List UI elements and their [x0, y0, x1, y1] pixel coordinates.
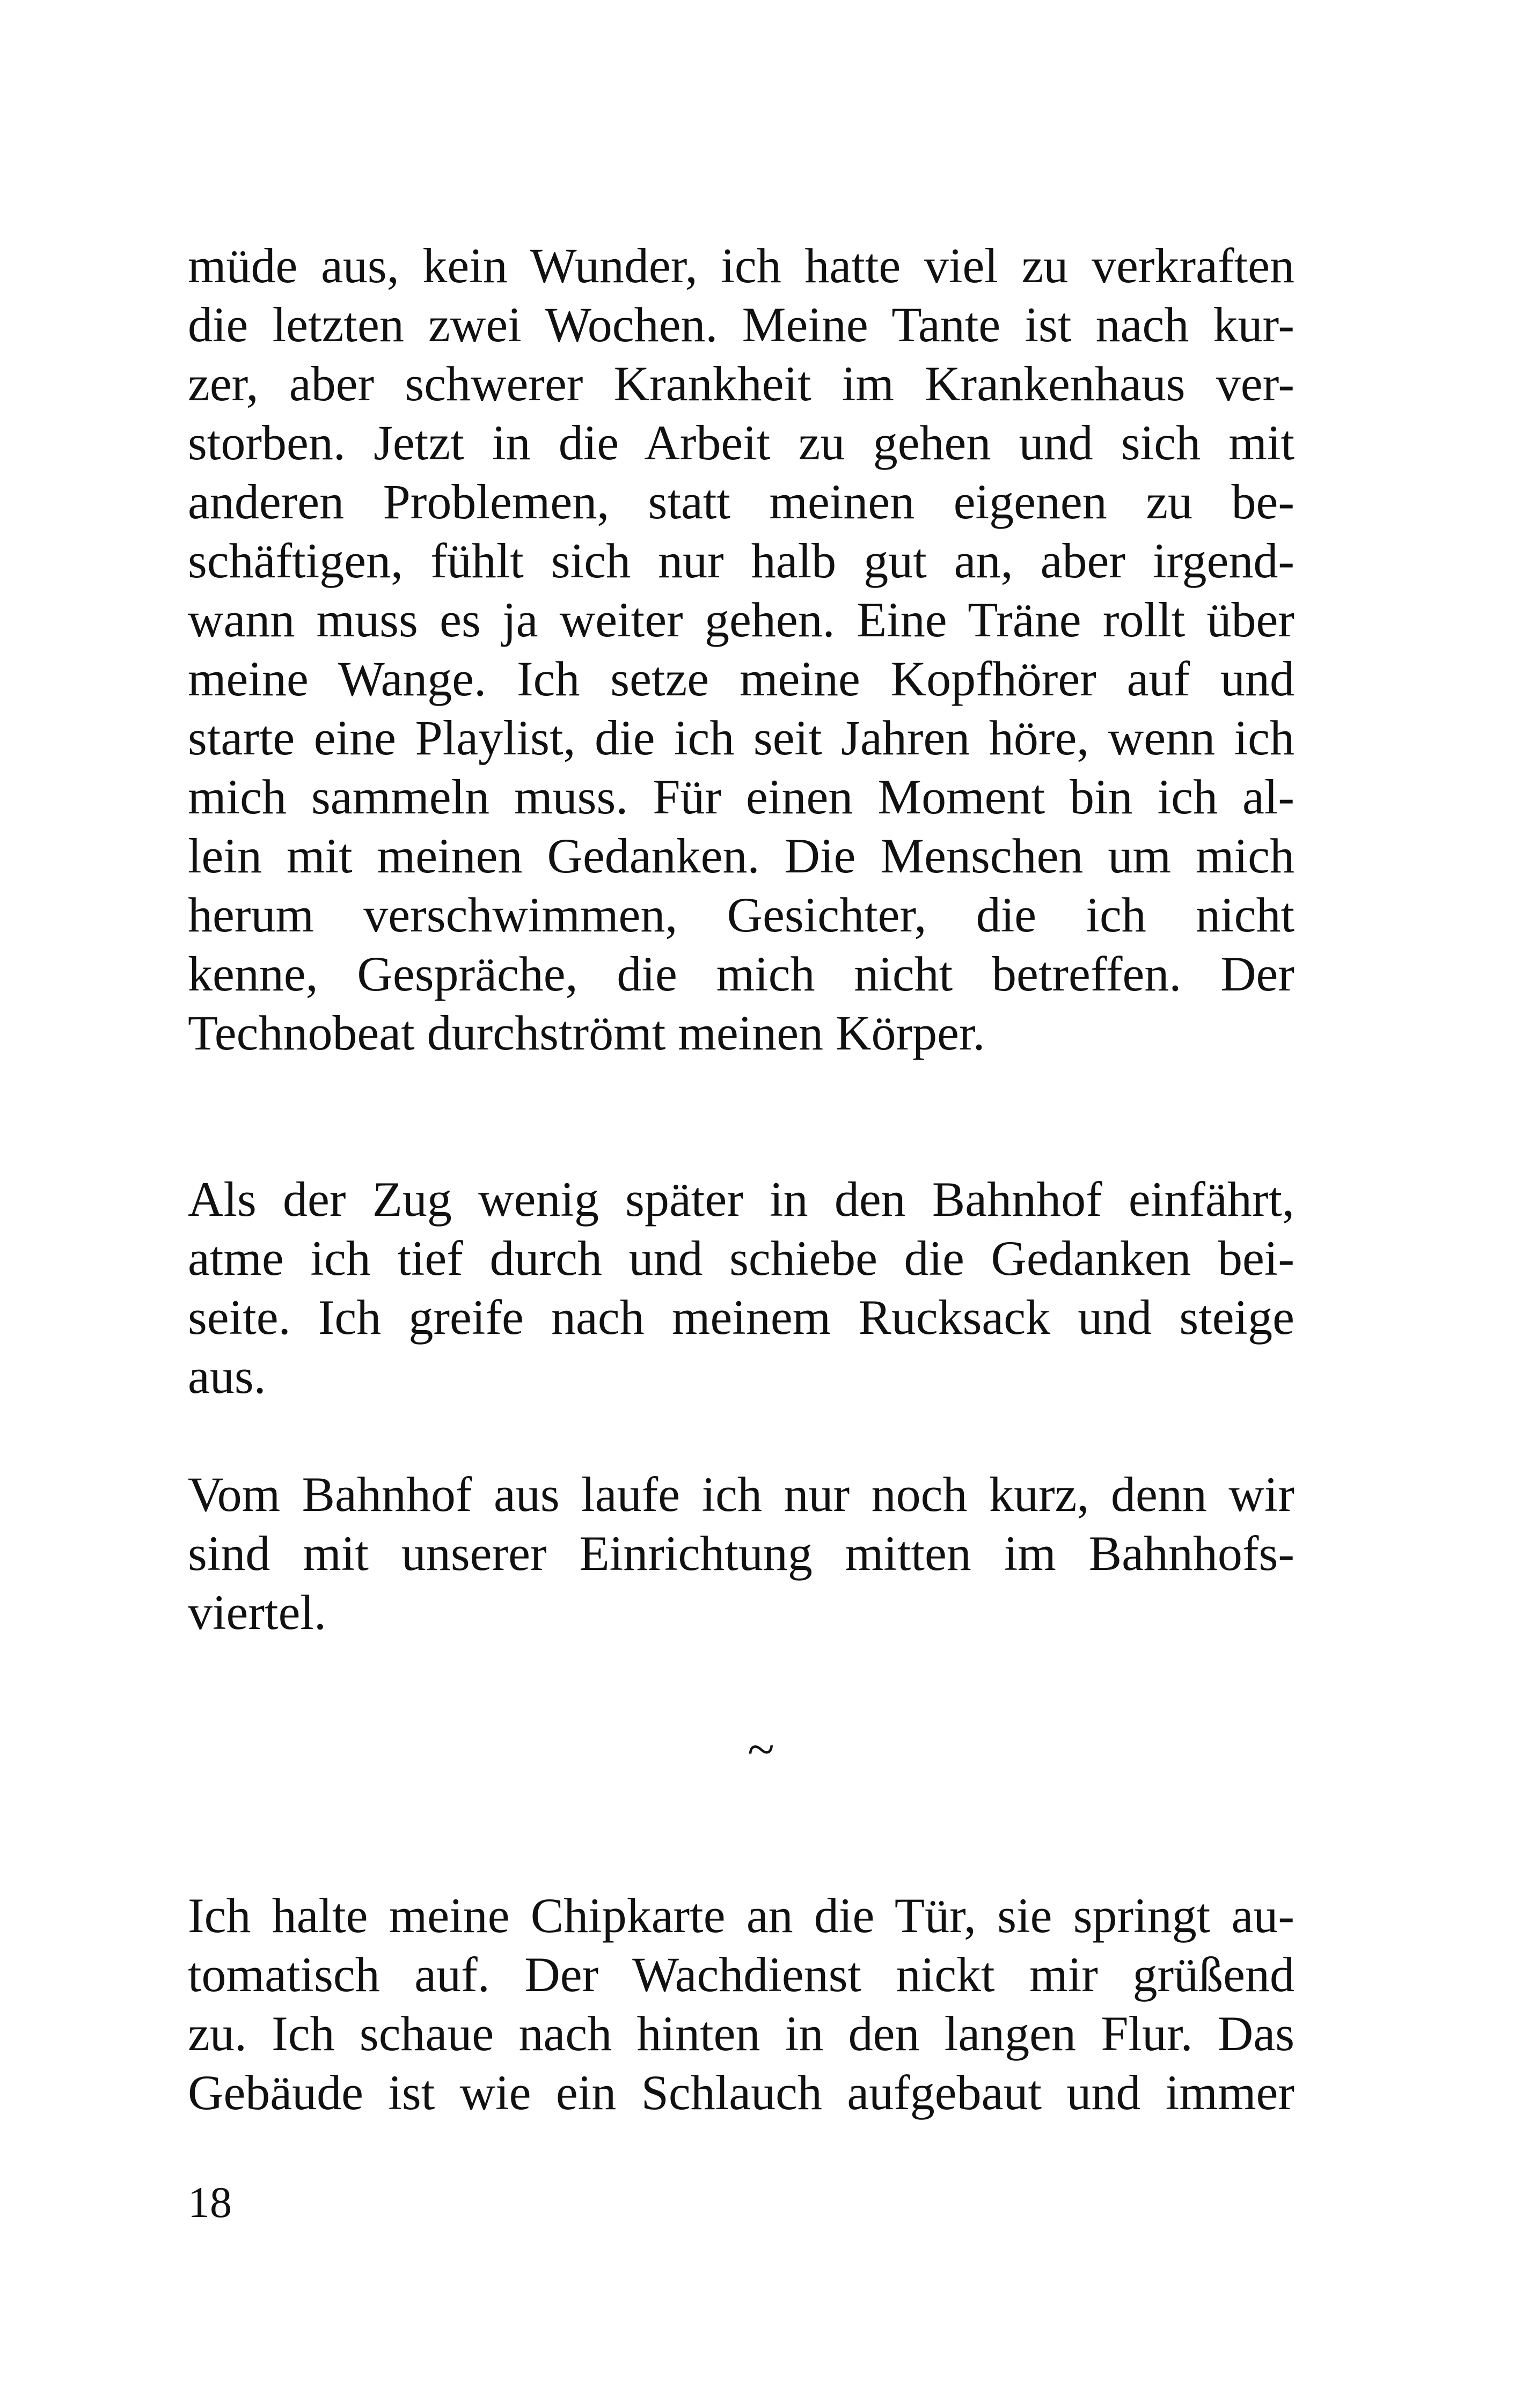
- text-line: wann muss es ja weiter gehen. Eine Träne rollt über: [188, 592, 1294, 647]
- text-line: tomatisch auf. Der Wachdienst nickt mir grüßend: [188, 1947, 1294, 2002]
- text-line: meine Wange. Ich setze meine Kopfhörer auf und: [188, 651, 1294, 706]
- text-line: seite. Ich greife nach meinem Rucksack und steige: [188, 1290, 1294, 1345]
- text-line: starte eine Playlist, die ich seit Jahren höre, wenn ich: [188, 710, 1294, 765]
- text-line: sind mit unserer Einrichtung mitten im Bahnhofs-: [188, 1526, 1294, 1581]
- text-line: anderen Problemen, statt meinen eigenen zu be-: [188, 474, 1294, 529]
- text-line: aus.: [188, 1349, 266, 1404]
- text-line: zer, aber schwerer Krankheit im Krankenhaus ver-: [188, 356, 1294, 411]
- text-line: zu. Ich schaue nach hinten in den langen Flur. Das: [188, 2006, 1294, 2061]
- text-line: Als der Zug wenig später in den Bahnhof einfährt,: [188, 1172, 1294, 1227]
- text-line: kenne, Gespräche, die mich nicht betreffen. Der: [188, 946, 1294, 1001]
- page-number: 18: [188, 2178, 232, 2227]
- paragraph-3: [188, 1465, 1294, 1642]
- text-line: atme ich tief durch und schiebe die Gedanken bei-: [188, 1231, 1294, 1286]
- text-line: herum verschwimmen, Gesichter, die ich nicht: [188, 887, 1294, 942]
- text-line: lein mit meinen Gedanken. Die Menschen um mich: [188, 828, 1294, 883]
- text-line: viertel.: [188, 1585, 326, 1640]
- text-line: mich sammeln muss. Für einen Moment bin ich al-: [188, 769, 1294, 824]
- section-separator: ~: [748, 1722, 774, 1776]
- text-line: Vom Bahnhof aus laufe ich nur noch kurz, denn wir: [188, 1467, 1294, 1522]
- text-line: Gebäude ist wie ein Schlauch aufgebaut und immer: [188, 2065, 1294, 2120]
- text-line: storben. Jetzt in die Arbeit zu gehen und sich mit: [188, 415, 1294, 470]
- text-line: Technobeat durchströmt meinen Körper.: [188, 1005, 985, 1060]
- text-line: müde aus, kein Wunder, ich hatte viel zu verkraften: [188, 238, 1294, 293]
- paragraph-1: [188, 236, 1294, 1062]
- paragraph-4: [188, 1886, 1294, 2122]
- text-line: schäftigen, fühlt sich nur halb gut an, aber irgend-: [188, 533, 1294, 588]
- text-line: Ich halte meine Chipkarte an die Tür, sie springt au-: [188, 1888, 1294, 1943]
- paragraph-2: [188, 1170, 1294, 1406]
- text-line: die letzten zwei Wochen. Meine Tante ist nach kur-: [188, 297, 1294, 352]
